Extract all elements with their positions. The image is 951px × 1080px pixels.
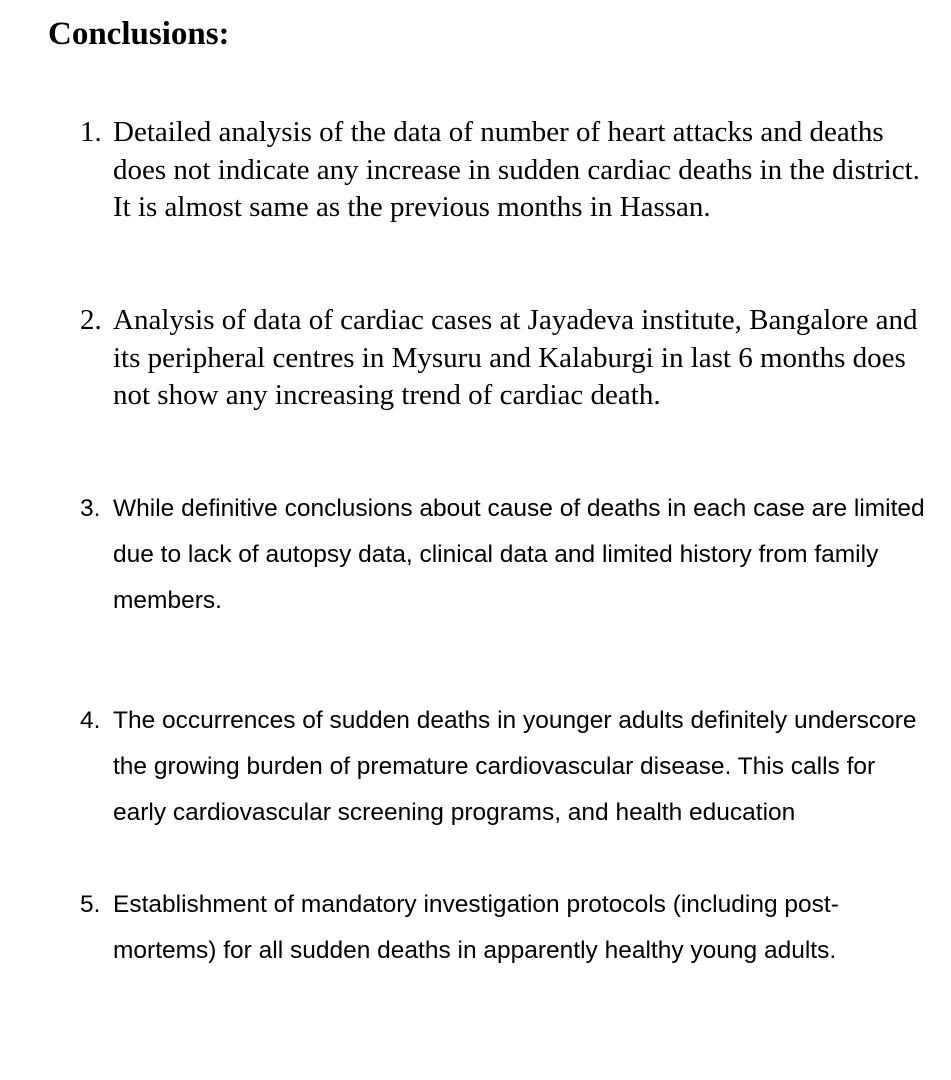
- conclusion-item-1: [80, 114, 925, 227]
- conclusion-item-3: [80, 486, 925, 624]
- item-number: 2.: [80, 304, 102, 336]
- item-number: 3.: [80, 495, 101, 522]
- item-number: 5.: [80, 891, 101, 918]
- item-text: While definitive conclusions about cause of deaths in each case are limited due to lack of autopsy data, clinical data and limited history from family members.: [113, 495, 925, 614]
- conclusion-item-4: [80, 698, 925, 836]
- item-text: Establishment of mandatory investigation protocols (including post-mortems) for all sudden deaths in apparently healthy young adults.: [113, 891, 839, 964]
- item-text: The occurrences of sudden deaths in younger adults definitely underscore the growing burden of premature cardiovascular disease. This calls for early cardiovascular screening programs, and health education: [113, 707, 917, 826]
- item-number: 1.: [80, 116, 102, 148]
- conclusion-item-5: [80, 882, 925, 974]
- item-text: Analysis of data of cardiac cases at Jayadeva institute, Bangalore and its peripheral centres in Mysuru and Kalaburgi in last 6 months does not show any increasing trend of cardiac death.: [113, 304, 918, 411]
- conclusion-item-2: [80, 302, 925, 415]
- page-title: Conclusions:: [48, 16, 230, 52]
- item-text: Detailed analysis of the data of number of heart attacks and deaths does not indicate any increase in sudden cardiac deaths in the district. It is almost same as the previous months in Hassan.: [113, 116, 920, 223]
- item-number: 4.: [80, 707, 101, 734]
